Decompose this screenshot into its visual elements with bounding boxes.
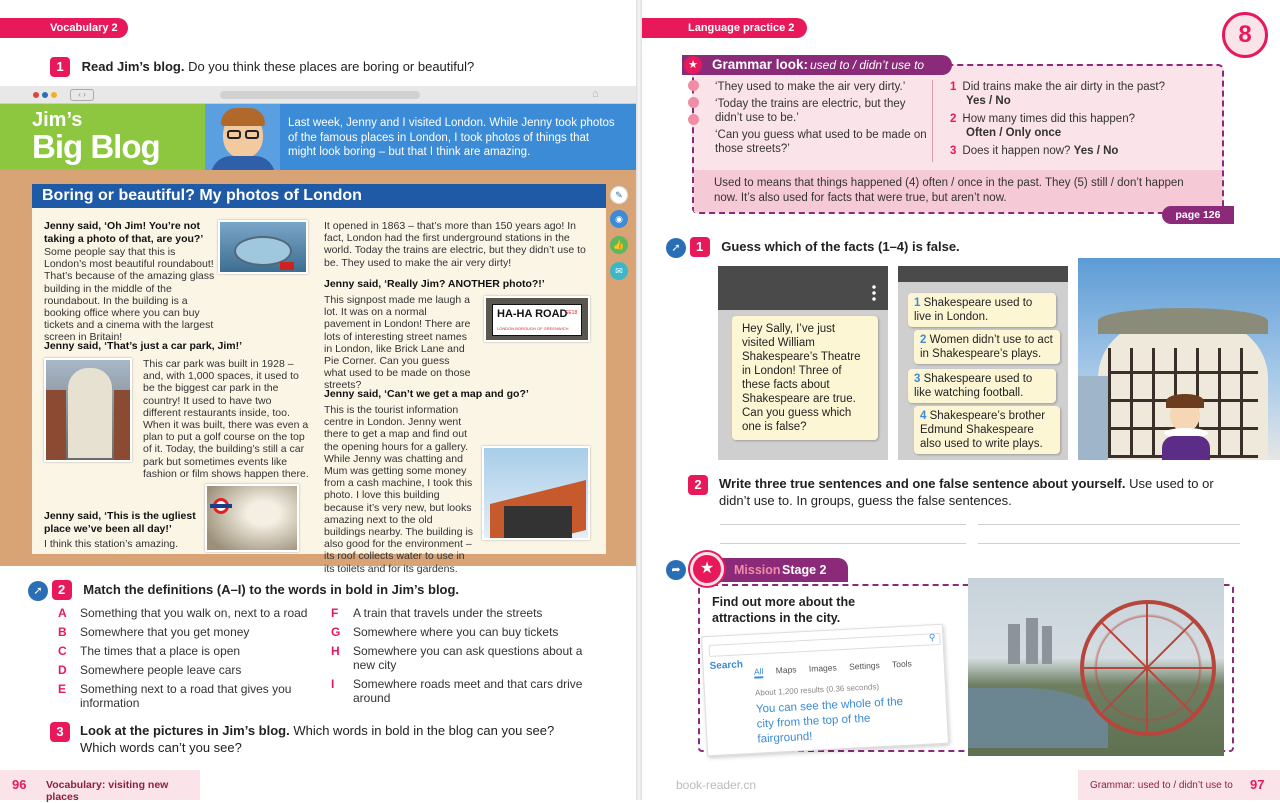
- mission-title-a: Mission: [734, 563, 781, 577]
- phone-screen-facts: [898, 266, 1068, 460]
- search-icon: ⚲: [928, 632, 936, 643]
- mission-arrow-icon: ➦: [666, 560, 686, 580]
- blog-header: [0, 104, 638, 170]
- search-tab-all[interactable]: All: [753, 666, 764, 677]
- page-number-left: 96: [12, 777, 27, 792]
- back-forward-icon[interactable]: ‹ ›: [70, 89, 94, 101]
- unit-badge: [1222, 12, 1268, 58]
- phone-screen-message: [718, 266, 888, 460]
- instruction-bold: Match the definitions (A–I) to the words in bold in Jim’s blog.: [83, 582, 460, 597]
- share-icon-camera[interactable]: ✎: [610, 186, 628, 204]
- search-logo: Search: [709, 659, 744, 672]
- post-info-said: Jenny said, ‘Can’t we get a map and go?’: [324, 388, 529, 400]
- photo-carpark: [44, 358, 132, 462]
- definition-text: Somewhere where you can buy tickets: [353, 625, 559, 639]
- definition-letter: D: [58, 663, 67, 677]
- mission-star-icon: ★: [690, 552, 724, 586]
- shakespeare-cartoon: [1154, 394, 1218, 460]
- exercise-1-right-instruction: [666, 237, 960, 258]
- instruction-text: Do you think these places are boring or beautiful?: [184, 59, 475, 74]
- search-tab-tools[interactable]: Tools: [891, 658, 913, 670]
- footer-right: [1078, 770, 1280, 800]
- watermark: book-reader.cn: [676, 778, 757, 792]
- grammar-star-icon: ★: [684, 56, 702, 74]
- search-tabs: [754, 657, 944, 677]
- instruction-bold: Read Jim’s blog.: [81, 59, 185, 74]
- instruction-text: Which words in bold in the blog can you see? Which words can’t you see?: [80, 723, 555, 755]
- grammar-question: 3 Does it happen now? Yes / No: [950, 145, 1119, 157]
- right-page: [642, 0, 1280, 800]
- blog-logo-line1: Jim’s: [32, 109, 83, 131]
- definition-letter: F: [331, 606, 339, 620]
- fact-card: 2 Women didn’t use to act in Shakespeare’s plays.: [914, 330, 1060, 364]
- post-signpost-text: This signpost made me laugh a lot. It was on a normal pavement in London! There are lots of interesting street names in London, like Brick Lane and Pie Corner. Can you guess what used to be made on those streets?: [324, 294, 471, 392]
- post-station-said: Jenny said, ‘This is the ugliest place we’ve been all day!’: [44, 510, 196, 535]
- definition-letter: H: [331, 644, 340, 658]
- page-number-right: 97: [1250, 777, 1265, 792]
- definitions-right: [331, 606, 601, 705]
- click-icon: ➚: [666, 238, 686, 258]
- post-roundabout-said: Jenny said, ‘Oh Jim! You’re not taking a photo of that, are you?’: [44, 220, 204, 245]
- definition-item: [331, 625, 601, 639]
- window-dot-green: [51, 92, 57, 98]
- blog-window: [0, 86, 638, 575]
- grammar-rule-text: Used to means that things happened (4) often / once in the past. They (5) still / don’t happen now. It’s also used for facts that were true, but aren’t now.: [714, 177, 1184, 204]
- exercise-number: 1: [690, 237, 710, 257]
- grammar-title-rest: used to / didn’t use to: [810, 58, 925, 72]
- like-icon[interactable]: 👍: [610, 236, 628, 254]
- definitions-left: [58, 606, 318, 710]
- grammar-rule: [694, 170, 1222, 212]
- grammar-bullets: [688, 80, 700, 125]
- mission-title-b: Stage 2: [782, 563, 827, 577]
- definition-letter: E: [58, 682, 67, 696]
- definition-item: [58, 663, 318, 677]
- grammar-examples: [715, 80, 927, 156]
- fact-card: 1 Shakespeare used to live in London.: [908, 293, 1056, 327]
- exercise-1-instruction: [50, 57, 474, 77]
- instruction-text: Use used to or didn’t use to. In groups, guess the false sentences.: [719, 476, 1214, 508]
- post-station-text: I think this station’s amazing.: [44, 538, 179, 550]
- footer-left: [0, 770, 200, 803]
- section-tag-left: Vocabulary 2: [0, 18, 128, 38]
- definition-letter: A: [58, 606, 67, 620]
- blog-logo-line2: Big Blog: [32, 128, 160, 165]
- grammar-question: 2 How many times did this happen? Often / Only once: [950, 113, 1135, 139]
- sign-borough-text: LONDON BOROUGH OF GREENWICH: [497, 326, 569, 331]
- blog-content: [32, 184, 606, 575]
- post-signpost-said: Jenny said, ‘Really Jim? ANOTHER photo?!’: [324, 278, 545, 290]
- post-roundabout-text: Some people say that this is London’s most beautiful roundabout! That’s because of the amazing glass building in the middle of the roundabout. In the building is a booking office where you can buy tickets and a cinema with the largest screen in Britain!: [44, 246, 215, 344]
- definition-text: Somewhere people leave cars: [80, 663, 242, 677]
- search-tab-settings[interactable]: Settings: [848, 660, 881, 672]
- photo-station: [205, 484, 299, 552]
- exercise-2-instruction: [28, 580, 459, 601]
- window-dot-yellow: [42, 92, 48, 98]
- search-tab-images[interactable]: Images: [808, 662, 837, 674]
- definition-letter: G: [331, 625, 341, 639]
- definition-text: A train that travels under the streets: [353, 606, 543, 620]
- definition-item: [331, 644, 601, 672]
- jim-avatar: [205, 104, 280, 170]
- exercise-number: 2: [688, 475, 708, 495]
- exercise-number: 2: [52, 580, 72, 600]
- footer-label-right: Grammar: used to / didn’t use to: [1090, 780, 1233, 791]
- grammar-example: ‘Can you guess what used to be made on those streets?’: [715, 129, 927, 155]
- search-result-link[interactable]: You can see the whole of the city from the top of the fairground!: [755, 695, 904, 746]
- post-info-text: This is the tourist information centre in London. Jenny went there to get a map and find out the opening hours for a gallery. While Jenny was chatting and Mum was getting some money from a cash machine, I took this photo. I love this building because it’s very new, but looks amazing next to the old buildings nearby. The building is also good for the environment – its roof collects water to use in its toilets and for its gardens.: [324, 404, 474, 575]
- definition-item: [331, 606, 601, 620]
- grammar-example: ‘They used to make the air very dirty.’: [715, 81, 906, 93]
- exercise-2-right-instruction: [688, 475, 1248, 509]
- section-tag-right: Language practice 2: [642, 18, 807, 38]
- answer-line[interactable]: [720, 524, 966, 525]
- answer-line[interactable]: [978, 543, 1240, 544]
- definition-item: [58, 606, 318, 620]
- definition-text: Somewhere roads meet and that cars drive around: [353, 677, 583, 705]
- photo-signpost: [484, 296, 590, 342]
- sign-code-text: SE18: [565, 310, 578, 316]
- comment-icon[interactable]: ✉: [610, 262, 628, 280]
- definition-text: Something next to a road that gives you information: [80, 682, 292, 710]
- window-dot-red: [33, 92, 39, 98]
- instruction-bold: Look at the pictures in Jim’s blog.: [80, 723, 290, 738]
- grammar-question: 1 Did trains make the air dirty in the past? Yes / No: [950, 81, 1166, 107]
- exercise-number: 3: [50, 722, 70, 742]
- search-result-count: About 1,200 results (0.36 seconds): [754, 682, 880, 698]
- blog-heading: Boring or beautiful? My photos of London: [32, 184, 606, 208]
- definition-letter: B: [58, 625, 67, 639]
- post-carpark-said: Jenny said, ‘That’s just a car park, Jim!’: [44, 340, 243, 352]
- footer-label-left: Vocabulary: visiting new places: [46, 779, 169, 803]
- sign-main-text: HA-HA ROAD: [497, 308, 568, 320]
- grammar-example: ‘Today the trains are electric, but they didn’t use to be.’: [715, 98, 906, 124]
- home-icon[interactable]: ⌂: [592, 88, 599, 100]
- definition-item: [331, 677, 601, 705]
- page-reference-tag[interactable]: page 126: [1162, 206, 1234, 224]
- unit-number: 8: [1238, 21, 1252, 48]
- post-carpark-text: This car park was built in 1928 – and, with 1,000 spaces, it used to be the biggest car park in the country! It used to have two different restaurants inside, too. When it was built, there was even a plan to put a golf course on the top of it. Today, the building’s still a car park but sometimes events like fashion or film shows happen there.: [143, 358, 309, 480]
- photo-roundabout: [218, 220, 308, 274]
- more-options-icon[interactable]: [872, 284, 876, 302]
- definition-text: Something that you walk on, next to a road: [80, 606, 308, 620]
- blog-logo: [0, 104, 205, 170]
- definition-letter: I: [331, 677, 335, 691]
- message-bubble: [732, 316, 878, 440]
- definition-text: The times that a place is open: [80, 644, 241, 658]
- answer-line[interactable]: [720, 543, 966, 544]
- search-tab-maps[interactable]: Maps: [775, 664, 797, 676]
- definition-letter: C: [58, 644, 67, 658]
- click-icon: ➚: [28, 581, 48, 601]
- definition-text: Somewhere you can ask questions about a new city: [353, 644, 583, 672]
- grammar-divider: [932, 80, 933, 162]
- instruction-bold: Guess which of the facts (1–4) is false.: [721, 239, 960, 254]
- photo-globe-theatre: [1078, 258, 1280, 460]
- photo-ferris-wheel: [968, 578, 1224, 756]
- definition-text: Somewhere that you get money: [80, 625, 250, 639]
- search-window: [701, 624, 949, 757]
- fact-card: 4 Shakespeare’s brother Edmund Shakespeare also used to write plays.: [914, 406, 1060, 454]
- search-input[interactable]: [708, 633, 940, 657]
- browser-bar: [0, 86, 638, 104]
- exercise-number: 1: [50, 57, 70, 77]
- mission-task: Find out more about the attractions in the city.: [712, 595, 856, 625]
- blog-intro: Last week, Jenny and I visited London. While Jenny took photos of the famous places in London, I took photos of things that might look boring – but that I think are amazing.: [288, 117, 615, 158]
- mission-title-bar: [716, 558, 848, 582]
- post-underground-text: It opened in 1863 – that’s more than 150 years ago! In fact, London had the first underground stations in the world. Today the trains are electric, but they didn’t use to be. They used to make the air very dirty!: [324, 220, 586, 269]
- grammar-questions: [950, 80, 1210, 158]
- grammar-title-bar: [682, 55, 952, 75]
- message-text: Hey Sally, I’ve just visited William Shakespeare’s Theatre in London! Three of these facts about Shakespeare are true. Can you guess which one is false?: [742, 323, 861, 433]
- instruction-bold: Write three true sentences and one false sentence about yourself.: [719, 476, 1126, 491]
- definition-item: [58, 682, 318, 710]
- photo-info-centre: [482, 446, 590, 540]
- address-bar[interactable]: [220, 91, 420, 99]
- definition-item: [58, 644, 318, 658]
- definition-item: [58, 625, 318, 639]
- answer-line[interactable]: [978, 524, 1240, 525]
- left-page: [0, 0, 638, 803]
- exercise-3-instruction: [50, 722, 570, 756]
- fact-card: 3 Shakespeare used to like watching football.: [908, 369, 1056, 403]
- grammar-title-bold: Grammar look:: [712, 57, 809, 72]
- share-icon-blog[interactable]: ◉: [610, 210, 628, 228]
